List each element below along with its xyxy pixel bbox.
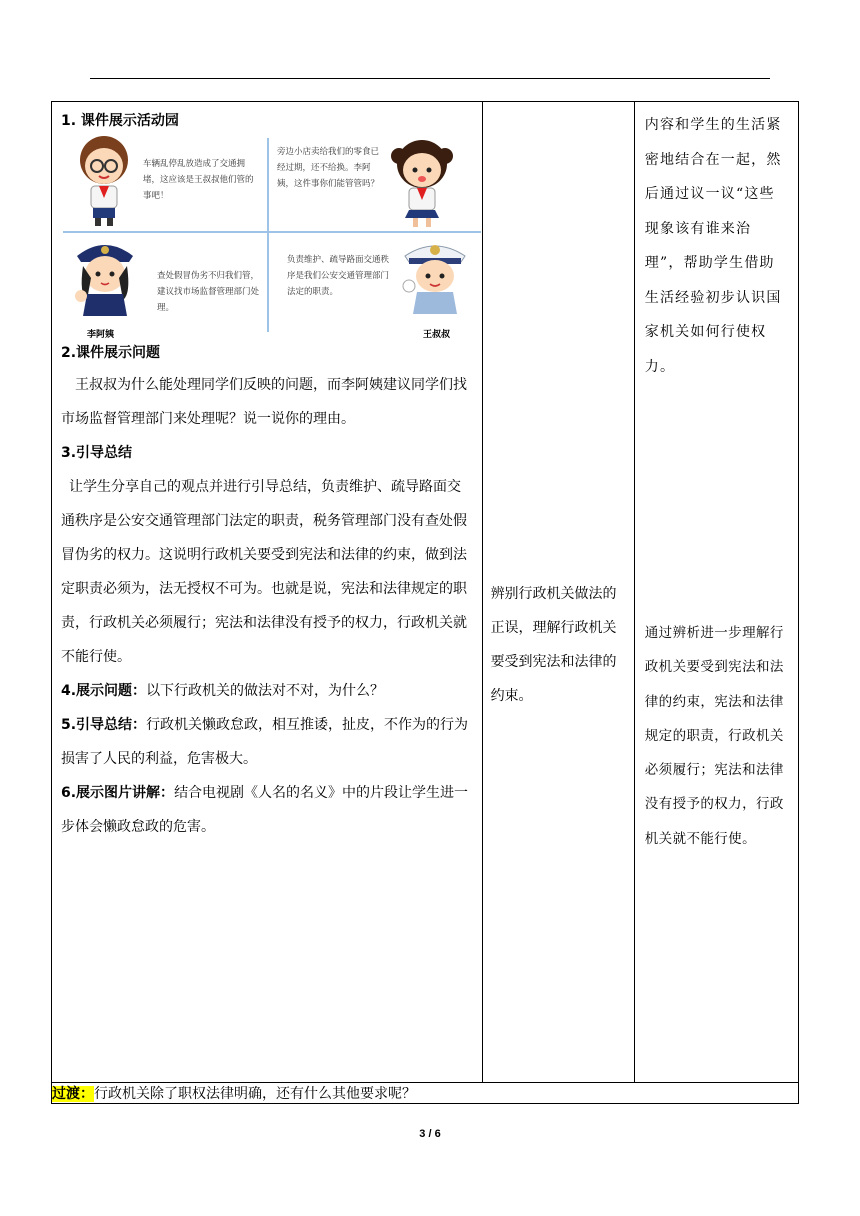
transition-row bbox=[52, 1083, 799, 1104]
section-2-title: 2.课件展示问题 bbox=[61, 345, 161, 361]
uncle-wang-officer-figure bbox=[399, 234, 471, 314]
transition-cell bbox=[52, 1083, 799, 1104]
design-intent-text-1: 内容和学生的生活紧密地结合在一起，然后通过议一议“这些现象该有谁来治理”，帮助学生借助生活经验初步认识国家机关如何行使权力。 bbox=[644, 117, 782, 375]
page-number: 3 / 6 bbox=[419, 1128, 441, 1140]
speech-bubble-girl: 旁边小店卖给我们的零食已经过期，还不给换。李阿姨，这件事你们能管管吗？ bbox=[277, 147, 380, 189]
transition-text: 行政机关除了职权法律明确，还有什么其他要求呢？ bbox=[94, 1086, 416, 1102]
section-6-title: 6.展示图片讲解： bbox=[61, 785, 175, 801]
transition-label: 过渡： bbox=[52, 1086, 94, 1102]
header-rule bbox=[90, 78, 770, 79]
speech-bubble-aunt-li: 查处假冒伪劣不归我们管，建议找市场监督管理部门处理。 bbox=[157, 271, 260, 313]
section-2-text: 王叔叔为什么能处理同学们反映的问题，而李阿姨建议同学们找市场监督管理部门来处理呢？说一说你的理由。 bbox=[61, 377, 467, 427]
section-5-text: 行政机关懒政怠政，相互推诿，扯皮，不作为的行为损害了人民的利益，危害极大。 bbox=[61, 717, 469, 767]
section-4-title: 4.展示问题： bbox=[61, 683, 147, 699]
comic-divider-horizontal bbox=[63, 231, 481, 233]
section-3-text: 让学生分享自己的观点并进行引导总结，负责维护、疏导路面交通秩序是公安交通管理部门法定的职责，税务管理部门没有查处假冒伪劣的权力。这说明行政机关要受到宪法和法律的约束，做到法定职责必须为，法无授权不可为。也就是说，宪法和法律规定的职责，行政机关必须履行；宪法和法律没有授予的权力，行政机关就不能行使。 bbox=[61, 479, 467, 665]
boy-student-figure bbox=[71, 134, 137, 226]
aunt-li-officer-figure bbox=[69, 234, 141, 316]
speech-bubble-uncle-wang: 负责维护、疏导路面交通秩序是我们公安交通管理部门法定的职责。 bbox=[287, 255, 390, 297]
section-4-text: 以下行政机关的做法对不对，为什么？ bbox=[146, 683, 385, 699]
section-6 bbox=[61, 776, 474, 844]
section-1-title: 1. 课件展示活动园 bbox=[61, 113, 179, 129]
section-4 bbox=[61, 674, 474, 708]
section-6-text: 结合电视剧《人名的名义》中的片段让学生进一步体会懒政怠政的危害。 bbox=[61, 785, 469, 835]
table-row bbox=[52, 102, 799, 1083]
student-activity-text: 辨别行政机关做法的正误，理解行政机关要受到宪法和法律的约束。 bbox=[490, 586, 617, 704]
comic-illustration bbox=[61, 134, 481, 340]
speech-bubble-boy: 车辆乱停乱放造成了交通拥堵，这应该是王叔叔他们管的事吧！ bbox=[143, 159, 254, 201]
section-3-title: 3.引导总结 bbox=[61, 445, 133, 461]
design-intent-text-2: 通过辨析进一步理解行政机关要受到宪法和法律的约束，宪法和法律规定的职责，行政机关必须履行；宪法和法律没有授予的权力，行政机关就不能行使。 bbox=[644, 625, 784, 847]
girl-student-figure bbox=[387, 138, 457, 228]
lesson-table bbox=[51, 101, 799, 1104]
activity-cell bbox=[52, 102, 483, 1083]
comic-divider-vertical bbox=[267, 138, 269, 332]
section-5-title: 5.引导总结： bbox=[61, 717, 147, 733]
name-label-uncle-wang: 王叔叔 bbox=[423, 330, 451, 340]
student-activity-cell bbox=[482, 102, 634, 1083]
design-intent-cell bbox=[634, 102, 798, 1083]
section-5 bbox=[61, 708, 474, 776]
name-label-aunt-li: 李阿姨 bbox=[87, 330, 115, 340]
